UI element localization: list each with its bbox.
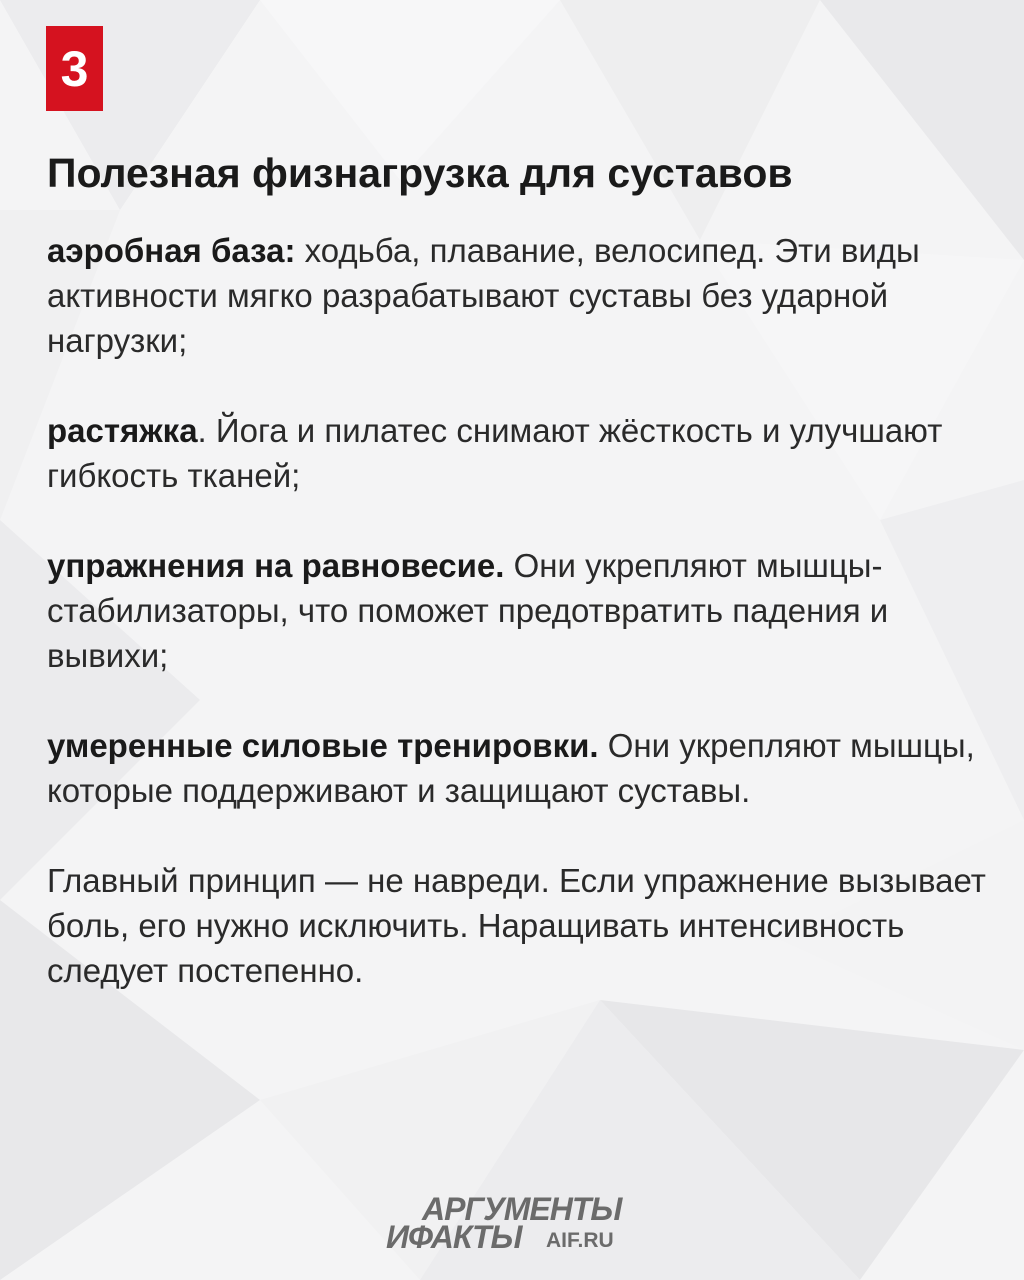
paragraph-text: Они укрепляют мышцы, которые поддерживают и защищают суставы. — [47, 727, 975, 809]
paragraph-aerobic — [47, 228, 987, 363]
paragraph-term: умеренные силовые тренировки. — [47, 727, 599, 764]
paragraph-balance — [47, 543, 987, 678]
logo-line-2: ИФАКТЫ — [386, 1219, 522, 1255]
paragraph-term: упражнения на равновесие. — [47, 547, 505, 584]
paragraph-term: растяжка — [47, 412, 198, 449]
paragraph-text: ходьба, плавание, велосипед. Эти виды активности мягко разрабатывают суставы без ударной нагрузки; — [47, 232, 920, 359]
paragraph-stretching — [47, 408, 987, 498]
paragraph-principle — [47, 858, 987, 993]
slide-number-badge: 3 — [46, 26, 103, 111]
logo-site: AIF.RU — [546, 1229, 614, 1252]
page-title: Полезная физнагрузка для суставов — [47, 150, 793, 196]
content-block — [47, 228, 987, 1038]
aif-logo — [386, 1192, 646, 1254]
paragraph-strength — [47, 723, 987, 813]
paragraph-text: Они укрепляют мышцы-стабилизаторы, что поможет предотвратить падения и вывихи; — [47, 547, 889, 674]
paragraph-term: аэробная база: — [47, 232, 296, 269]
paragraph-text: . Йога и пилатес снимают жёсткость и улучшают гибкость тканей; — [47, 412, 943, 494]
paragraph-text: Главный принцип — не навреди. Если упражнение вызывает боль, его нужно исключить. Наращивать интенсивность следует постепенно. — [47, 862, 986, 989]
logo-line-1: АРГУМЕНТЫ — [422, 1191, 622, 1227]
